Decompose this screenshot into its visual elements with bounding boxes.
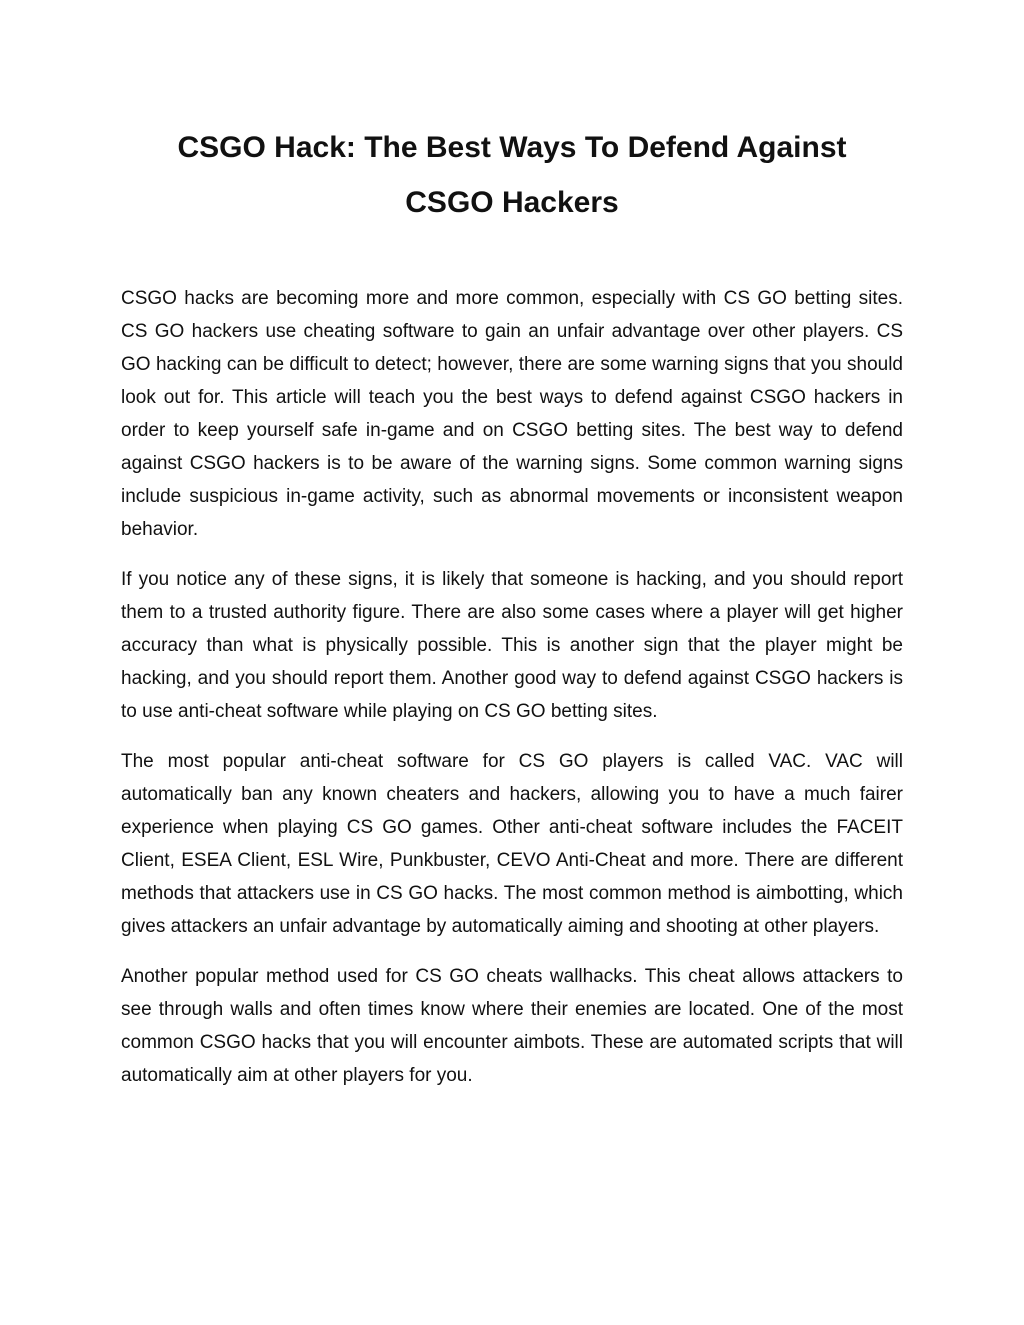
- title-line-2: CSGO Hackers: [405, 186, 619, 219]
- paragraph-2: If you notice any of these signs, it is likely that someone is hacking, and you should report them to a trusted authority figure. There are also some cases where a player will get higher accuracy than what is physically possible. This is another sign that the player might be hacking, and you should report them. Another good way to defend against CSGO hackers is to use anti-cheat software while playing on CS GO betting sites.: [121, 569, 903, 722]
- document-title: [110, 120, 914, 230]
- paragraph-1: CSGO hacks are becoming more and more common, especially with CS GO betting sites. CS GO hackers use cheating software to gain an unfair advantage over other players. CS GO hacking can be difficult to detect; however, there are some warning signs that you should look out for. This article will teach you the best ways to defend against CSGO hackers in order to keep yourself safe in-game and on CSGO betting sites. The best way to defend against CSGO hackers is to be aware of the warning signs. Some common warning signs include suspicious in-game activity, such as abnormal movements or inconsistent weapon behavior.: [121, 288, 903, 540]
- document-body: [121, 282, 903, 1109]
- paragraph-3: The most popular anti-cheat software for CS GO players is called VAC. VAC will automatically ban any known cheaters and hackers, allowing you to have a much fairer experience when playing CS GO games. Other anti-cheat software includes the FACEIT Client, ESEA Client, ESL Wire, Punkbuster, CEVO Anti-Cheat and more. There are different methods that attackers use in CS GO hacks. The most common method is aimbotting, which gives attackers an unfair advantage by automatically aiming and shooting at other players.: [121, 751, 903, 937]
- paragraph-4: Another popular method used for CS GO cheats wallhacks. This cheat allows attackers to see through walls and often times know where their enemies are located. One of the most common CSGO hacks that you will encounter aimbots. These are automated scripts that will automatically aim at other players for you.: [121, 966, 903, 1086]
- title-line-1: CSGO Hack: The Best Ways To Defend Against: [177, 131, 847, 164]
